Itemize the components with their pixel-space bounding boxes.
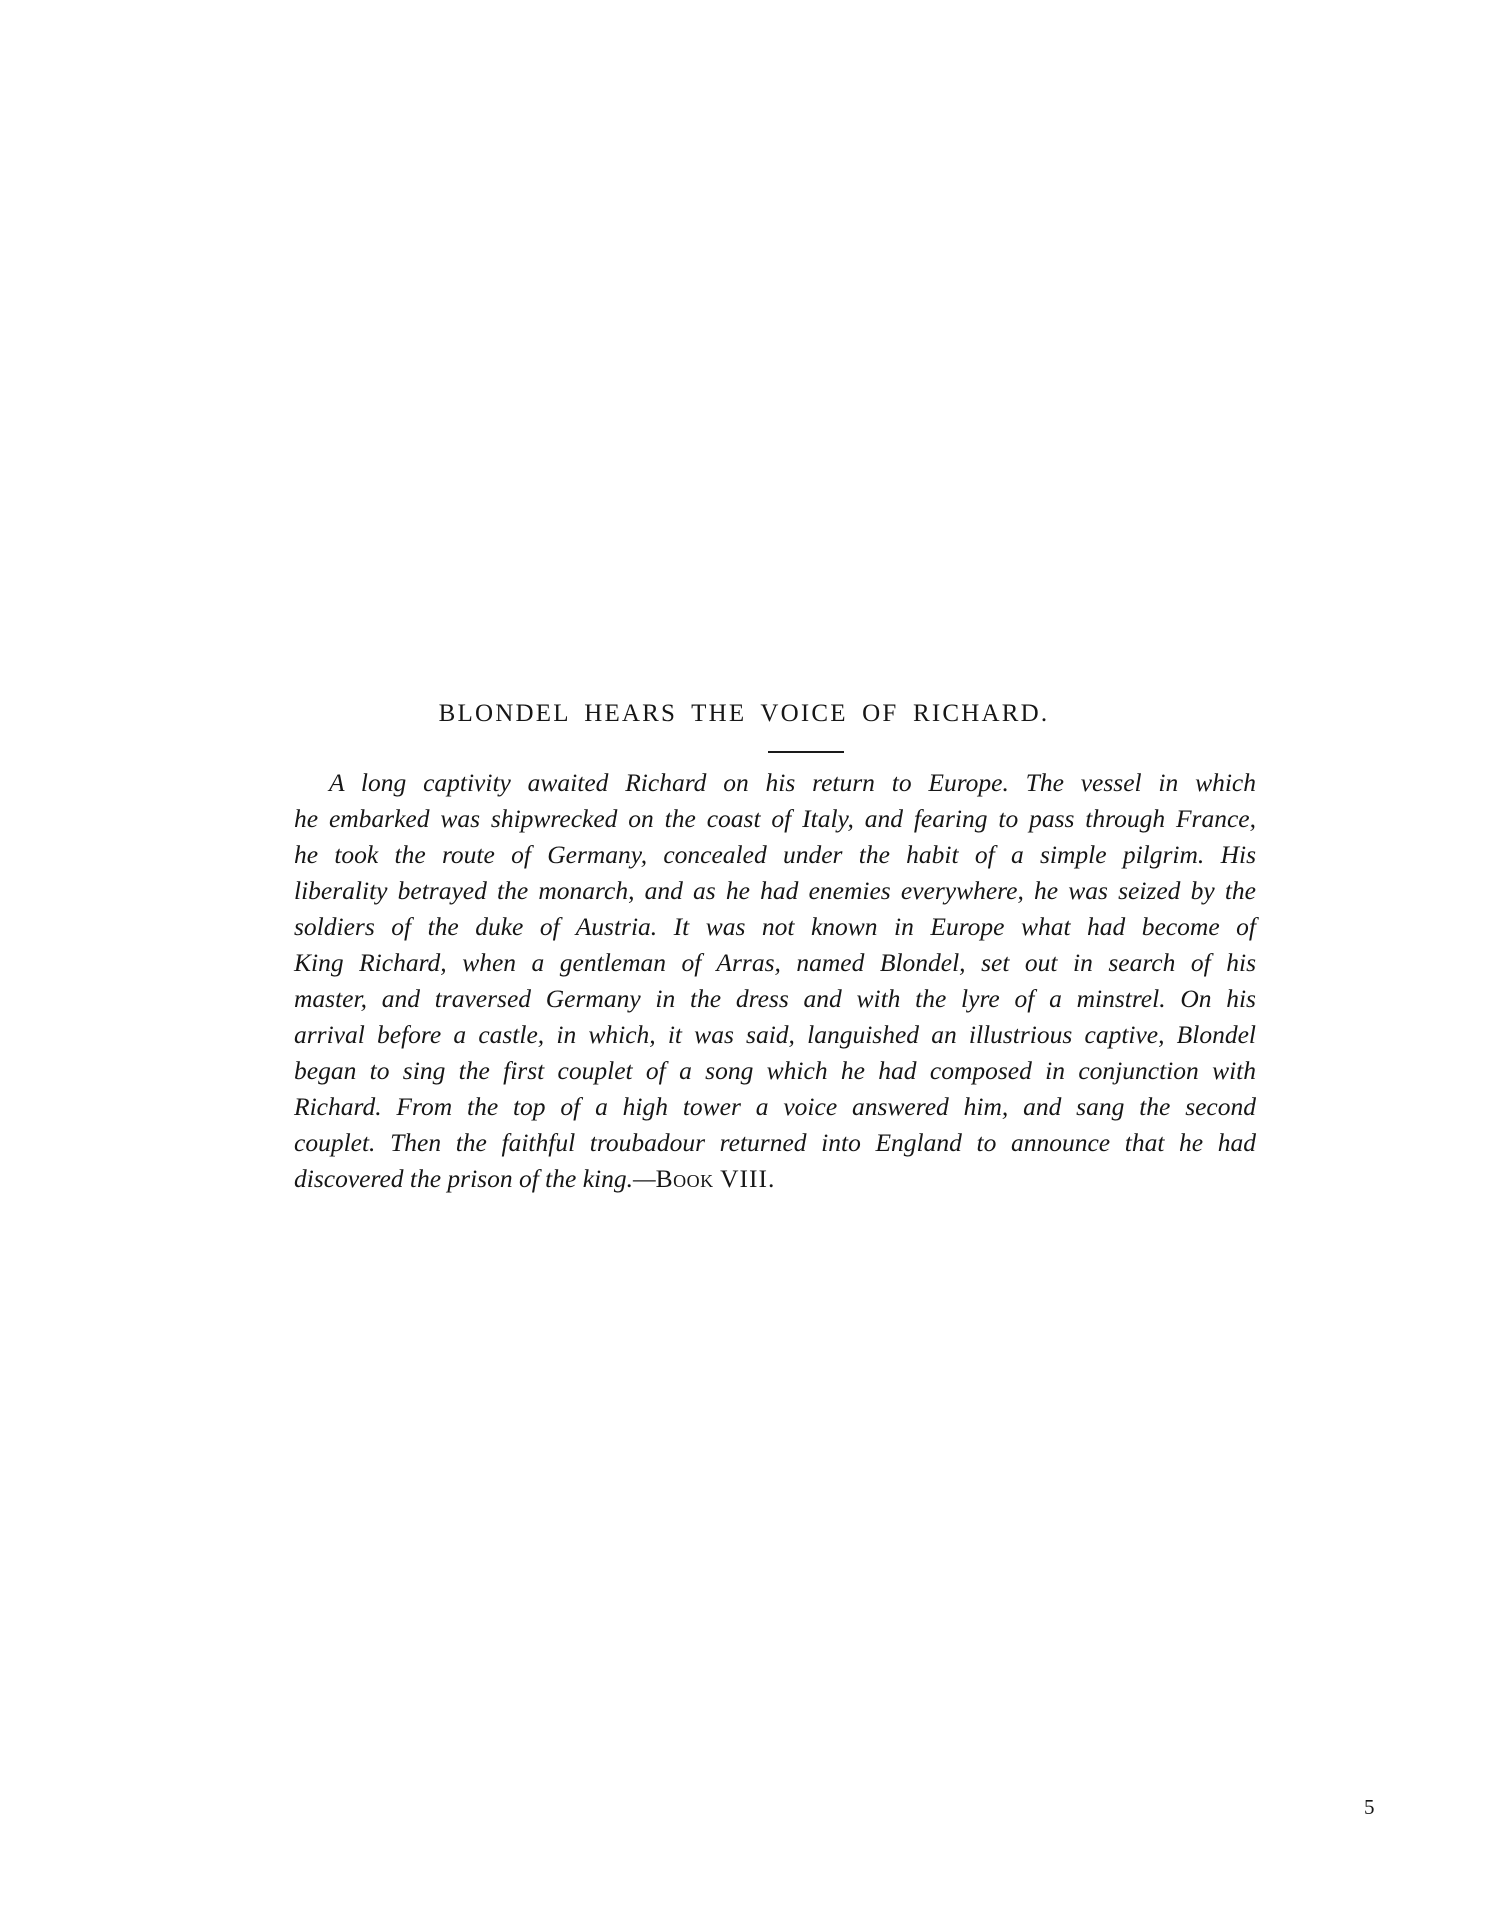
paragraph-line: Richard. From the top of a high tower a voice answered him, and sang the second	[294, 1092, 1256, 1121]
paragraph-line: began to sing the first couplet of a song which he had composed in conjunction with	[294, 1056, 1256, 1085]
paragraph-line: he took the route of Germany, concealed under the habit of a simple pilgrim. His	[294, 840, 1256, 869]
source-book-number: VIII.	[720, 1164, 776, 1193]
caption-paragraph	[294, 765, 1256, 1197]
paragraph-last-line	[294, 1161, 1256, 1197]
paragraph-line: soldiers of the duke of Austria. It was not known in Europe what had become of	[294, 912, 1256, 941]
paragraph-line: arrival before a castle, in which, it was said, languished an illustrious captive, Blondel	[294, 1020, 1256, 1049]
page-title: BLONDEL HEARS THE VOICE OF RICHARD.	[438, 700, 1050, 727]
title-divider	[768, 751, 844, 753]
page-number: 5	[1364, 1795, 1375, 1819]
paragraph-line: liberality betrayed the monarch, and as he had enemies everywhere, he was seized by the	[294, 876, 1256, 905]
paragraph-line: A long captivity awaited Richard on his return to Europe. The vessel in which	[329, 768, 1256, 797]
paragraph-line: he embarked was shipwrecked on the coast of Italy, and fearing to pass through France,	[294, 804, 1256, 833]
paragraph-line: King Richard, when a gentleman of Arras, named Blondel, set out in search of his	[294, 948, 1256, 977]
paragraph-line: discovered the prison of the king.—	[294, 1164, 656, 1193]
paragraph-line: couplet. Then the faithful troubadour returned into England to announce that he had	[294, 1128, 1256, 1157]
source-book-label: Book	[655, 1164, 714, 1193]
paragraph-line: master, and traversed Germany in the dress and with the lyre of a minstrel. On his	[294, 984, 1256, 1013]
